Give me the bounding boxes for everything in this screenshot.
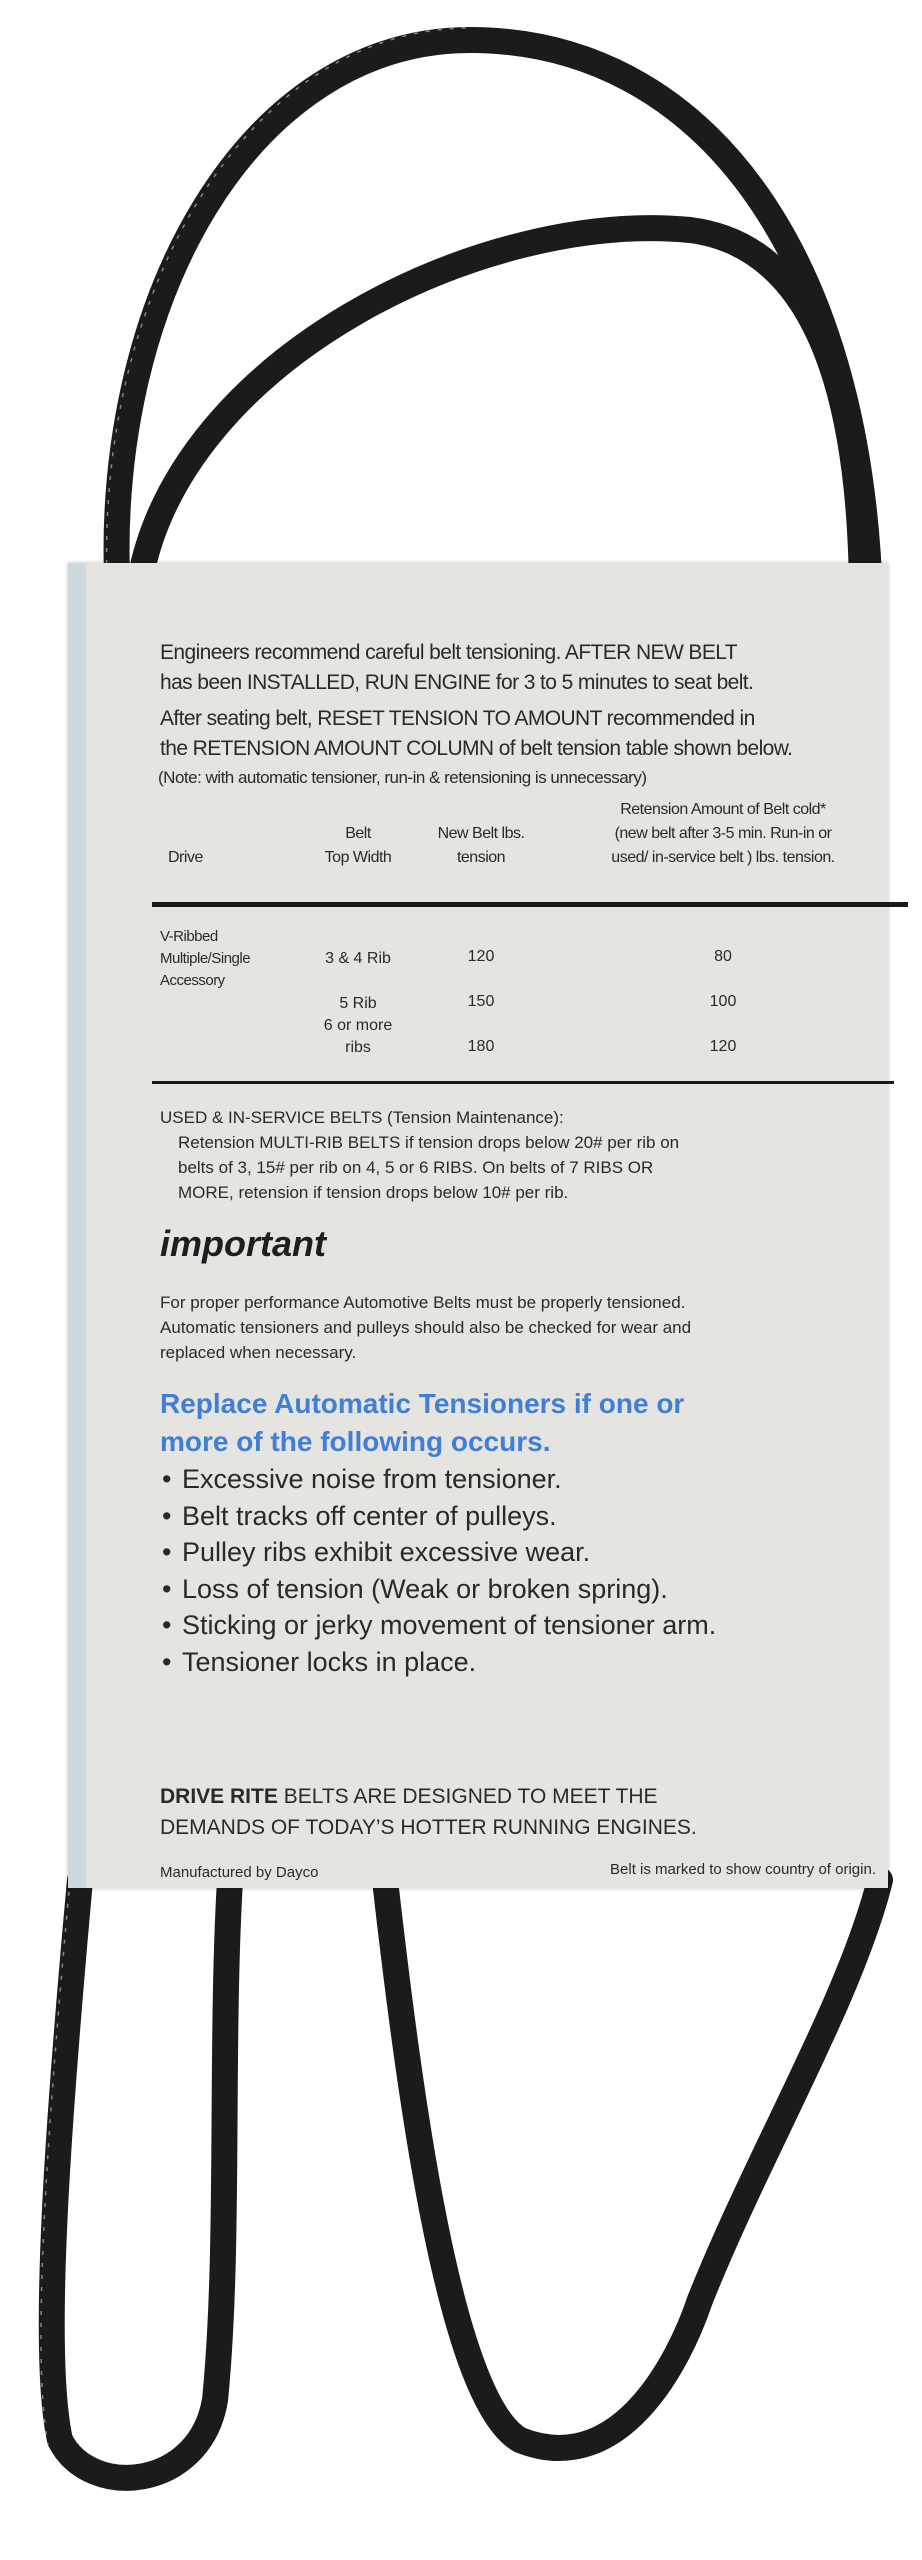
table-cell-retension: 120 <box>709 1038 737 1055</box>
table-header-rule <box>152 902 908 907</box>
table-cell-new: 150 <box>467 993 495 1010</box>
used-belts-line: belts of 3, 15# per rib on 4, 5 or 6 RIBS. On belts of 7 RIBS OR <box>178 1158 654 1177</box>
important-heading: important <box>160 1223 326 1264</box>
table-cell-width: 3 & 4 Rib <box>325 950 391 967</box>
drive-rite-line: DRIVE RITE BELTS ARE DESIGNED TO MEET THE <box>160 1785 658 1808</box>
intro-line: After seating belt, RESET TENSION TO AMOUNT recommended in <box>160 707 755 730</box>
list-item: • Sticking or jerky movement of tensioner arm. <box>162 1607 716 1644</box>
list-item: • Belt tracks off center of pulleys. <box>162 1498 716 1535</box>
brand-name: DRIVE RITE <box>160 1785 278 1808</box>
table-header-new: New Belt lbs. tension <box>437 825 525 866</box>
belt-outer-top-loop <box>117 40 870 600</box>
replace-heading: more of the following occurs. <box>160 1426 551 1457</box>
belt-outer-bottom-loop <box>52 1880 230 2478</box>
belt-inner-top-loop <box>140 228 862 590</box>
table-drive-cell: V-Ribbed Multiple/Single Accessory <box>160 928 251 989</box>
table-cell-width: 6 or more ribs <box>323 1017 393 1056</box>
list-item: • Tensioner locks in place. <box>162 1644 716 1681</box>
intro-line: the RETENSION AMOUNT COLUMN of belt tension table shown below. <box>160 737 793 760</box>
replace-list <box>162 1461 716 1680</box>
list-item: • Loss of tension (Weak or broken spring). <box>162 1571 716 1608</box>
table-cell-width: 5 Rib <box>339 995 377 1012</box>
drive-rite-line: DEMANDS OF TODAY’S HOTTER RUNNING ENGINES. <box>160 1816 697 1839</box>
important-line: Automatic tensioners and pulleys should also be checked for wear and <box>160 1318 692 1337</box>
table-header-drive: Drive <box>168 849 203 866</box>
origin-text: Belt is marked to show country of origin. <box>610 1861 876 1878</box>
used-belts-line: MORE, retension if tension drops below 10# per rib. <box>178 1183 569 1202</box>
important-line: For proper performance Automotive Belts must be properly tensioned. <box>160 1293 686 1312</box>
table-cell-new: 180 <box>467 1038 495 1055</box>
card-side-edge <box>68 563 86 1888</box>
table-cell-new: 120 <box>467 948 495 965</box>
important-line: replaced when necessary. <box>160 1343 357 1362</box>
instruction-card <box>68 563 888 1888</box>
list-item: • Pulley ribs exhibit excessive wear. <box>162 1534 716 1571</box>
belt-inner-bottom-loop <box>385 1880 880 2448</box>
table-cell-retension: 100 <box>709 993 737 1010</box>
table-bottom-rule <box>152 1081 894 1084</box>
list-item: • Excessive noise from tensioner. <box>162 1461 716 1498</box>
used-belts-title: USED & IN-SERVICE BELTS (Tension Maintenance): <box>160 1108 564 1127</box>
intro-line: Engineers recommend careful belt tensioning. AFTER NEW BELT <box>160 641 737 664</box>
intro-line: has been INSTALLED, RUN ENGINE for 3 to 5 minutes to seat belt. <box>160 671 754 694</box>
table-header-width: Belt Top Width <box>324 825 392 866</box>
table-cell-retension: 80 <box>714 948 732 965</box>
table-header-retension: Retension Amount of Belt cold* (new belt after 3-5 min. Run-in or used/ in-service belt ) lbs. tension. <box>611 801 835 866</box>
manufacturer-text: Manufactured by Dayco <box>160 1864 319 1881</box>
replace-heading: Replace Automatic Tensioners if one or <box>160 1388 685 1419</box>
intro-note: (Note: with automatic tensioner, run-in & retensioning is unnecessary) <box>158 768 647 787</box>
used-belts-line: Retension MULTI-RIB BELTS if tension drops below 20# per rib on <box>178 1133 680 1152</box>
